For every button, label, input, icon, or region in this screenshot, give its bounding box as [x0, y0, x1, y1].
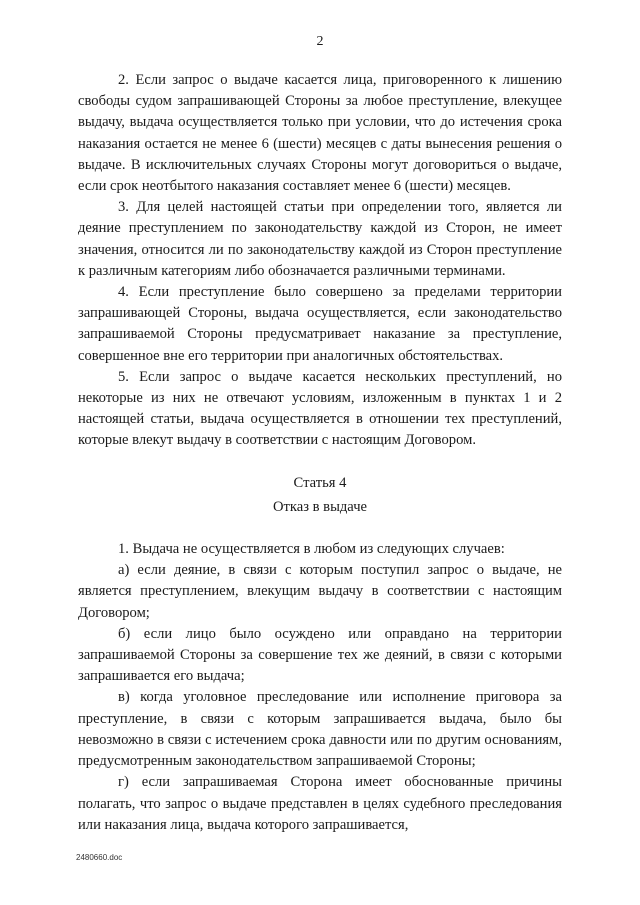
subitem-b: б) если лицо было осуждено или оправдано на территории запрашиваемой Стороны за совершение тех же деяний, в связи с которыми запрашивается его выдача;	[78, 625, 562, 685]
article-title-heading: Отказ в выдаче	[272, 498, 368, 515]
subitem-v: в) когда уголовное преследование или исполнение приговора за преступление, в связи с которым запрашивается выдача, было бы невозможно в связи с истечением срока давности или по другим основаниям, предусмотренным законодательством запрашиваемой Стороны;	[78, 689, 562, 770]
paragraph-item-3: 3. Для целей настоящей статьи при определении того, является ли деяние преступлением по законодательству каждой из Сторон, не имеет значения, относится ли по законодательству каждой из Сторон преступление к различным категориям либо обозначается различными терминами.	[78, 199, 562, 279]
subitem-a: а) если деяние, в связи с которым поступил запрос о выдаче, не является преступлением, влекущим выдачу в соответствии с настоящим Договором;	[78, 562, 562, 621]
subitem-g: г) если запрашиваемая Сторона имеет обоснованные причины полагать, что запрос о выдаче представлен в целях судебного преследования или наказания лица, выдача которого запрашивается,	[78, 774, 562, 833]
paragraph-item-2: 2. Если запрос о выдаче касается лица, приговоренного к лишению свободы судом запрашивающей Стороны за любое преступление, влекущее выдачу, выдача осуществляется только при условии, что до истечения срока наказания остается не менее 6 (шести) месяцев с даты вынесения решения о выдаче. В исключительных случаях Стороны могут договориться о выдаче, если срок неотбытого наказания составляет менее 6 (шести) месяцев.	[78, 72, 562, 195]
article-number-heading: Статья 4	[293, 474, 347, 491]
footer-file-name: 2480660.doc	[76, 853, 123, 862]
document-body	[78, 70, 562, 836]
paragraph-item-4: 4. Если преступление было совершено за пределами территории запрашивающей Стороны, выдача осуществляется, если законодательство запрашиваемой Стороны предусматривает наказание за преступление, совершенное вне его территории при аналогичных обстоятельствах.	[78, 284, 562, 364]
paragraph-item-5: 5. Если запрос о выдаче касается нескольких преступлений, но некоторые из них не отвечают условиям, изложенным в пунктах 1 и 2 настоящей статьи, выдача осуществляется в отношении тех преступлений, которые влекут выдачу в соответствии с настоящим Договором.	[78, 368, 562, 449]
page-number: 2	[316, 34, 324, 49]
paragraph-item-1: 1. Выдача не осуществляется в любом из следующих случаев:	[118, 541, 505, 558]
